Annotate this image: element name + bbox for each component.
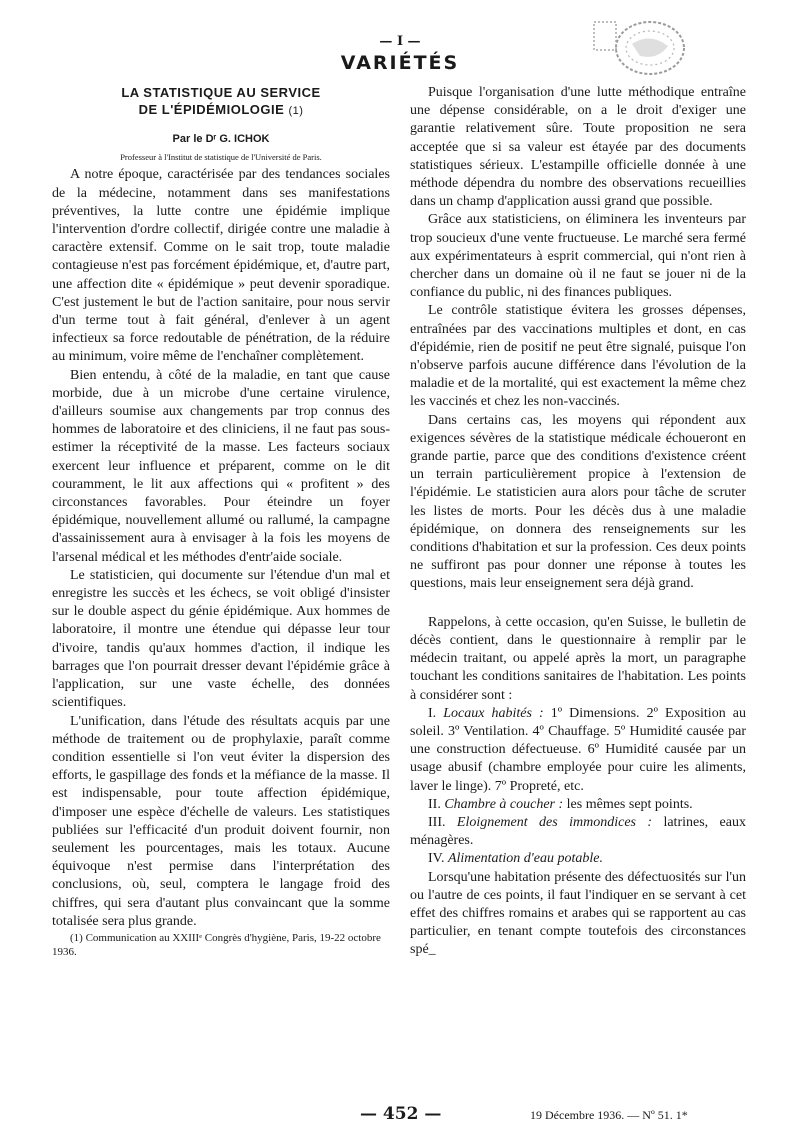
article-title-line1: LA STATISTIQUE AU SERVICE <box>121 85 321 100</box>
title-footnote-ref: (1) <box>288 105 304 117</box>
library-stamp <box>588 14 692 80</box>
paragraph: A notre époque, caractérisée par des tendances sociales de la médecine, notamment dans ses manifestations préventives, la lutte contre une épidémie implique l'intervention d'ordre collectif, dirigée contre une maladie à caractère extensif. Comme on le sait trop, toute maladie contagieuse n'est pas forcément épidémique, et, d'autre part, une affection dite « épidémique » peut devenir sporadique. C'est justement le but de l'action sanitaire, pour nous servir d'un terme tout à fait général, d'enlever à un agent infectieux sa force redoutable de pénétration, de la réduire au minimum, voire même de l'enchaîner complètement. <box>52 167 390 365</box>
section-title: VARIÉTÉS <box>340 52 460 74</box>
paragraph: Grâce aux statisticiens, on éliminera les inventeurs par trop soucieux d'une vente fructueuse. Le marché sera fermé aux expérimentateurs à esprit commercial, qui n'ont rien à chercher dans un domaine où il ne faut se jouer ni de la confiance du public, ni des finances publiques. <box>410 212 746 301</box>
article-title <box>52 84 390 120</box>
paragraph: Bien entendu, à côté de la maladie, en tant que cause morbide, due à un microbe d'une certaine virulence, d'ailleurs soumise aux changements par trop connus des hommes de laboratoire et des cliniciens, il ne faut pas sous-estimer la réceptivité de la masse. Les facteurs sociaux exercent leur influence et préparent, comme on le dit couramment, le lit aux affections qui « profitent » des circonstances favorables. Pour éteindre un foyer épidémique, nouvellement allumé ou rallumé, la campagne d'assainissement aura à envisager à la fois les moyens de l'arsenal médical et les méthodes d'entr'aide sociale. <box>52 367 390 565</box>
author-affiliation: Professeur à l'Institut de statistique de l'Université de Paris. <box>120 152 322 163</box>
paragraph: Rappelons, à cette occasion, qu'en Suisse, le bulletin de décès contient, dans le questionnaire à remplir par le médecin traitant, ou appelé après la mort, un paragraphe touchant les conditions sanitaires de l'habitation. Les points à considérer sont : <box>410 614 746 703</box>
paragraph: Le statisticien, qui documente sur l'étendue d'un mal et enregistre les succès et les échecs, se voit obligé d'insister sur le double aspect du génie épidémique. Aux hommes de laboratoire, il montre une étendue qui dépasse leur tour d'ivoire, tandis qu'aux hommes d'action, il indique les barrages que l'on pourrait dresser devant l'épidémie grâce à l'application, sur une vaste échelle, des données scientifiques. <box>52 567 390 711</box>
paragraph: Lorsqu'une habitation présente des défectuosités sur l'un ou l'autre de ces points, il faut l'indiquer en se servant à cet effet des chiffres romains et arabes qui se rapportent au cas particulier, en tenant compte toutefois des circonstances spé_ <box>410 869 746 958</box>
list-item-label: Alimentation d'eau potable. <box>447 851 603 867</box>
list-item: IV. Alimentation d'eau potable. <box>428 851 603 867</box>
list-item: I. Locaux habités : 1º Dimensions. 2º Exposition au soleil. 3º Ventilation. 4º Chauffage. 5º Humidité causée par une construction défectueuse. 6º Humidité causée par un usage abusif (chambre employée pour cuire les aliments, laver le linge). 7º Propreté, etc. <box>410 705 746 794</box>
list-item-label: Chambre à coucher : <box>444 796 564 812</box>
page-number: — 452 — <box>360 1104 442 1124</box>
list-item: III. Eloignement des immondices : latrines, eaux ménagères. <box>410 814 746 849</box>
right-column <box>410 84 746 960</box>
paragraph: Le contrôle statistique évitera les grosses dépenses, entraînées par des vaccinations multiples et dont, en cas d'épidémie, rien de positif ne peut être signalé, puisque l'on n'observe parfois aucune différence dans l'évolution de la maladie et de la mortalité, qui est exactement la même chez les vaccinés et chez les non-vaccinés. <box>410 303 746 410</box>
article-title-line2: DE L'ÉPIDÉMIOLOGIE <box>138 102 285 117</box>
author-byline: Par le Dʳ G. ICHOK <box>172 133 270 145</box>
left-column <box>52 84 390 959</box>
issue-date: 19 Décembre 1936. — Nº 51. 1* <box>530 1108 688 1122</box>
page-marker: — I — <box>379 34 421 49</box>
list-item-label: Locaux habités : <box>443 705 544 721</box>
paragraph: L'unification, dans l'étude des résultats acquis par une méthode de traitement ou de prophylaxie, paraît comme condition essentielle si l'on veut éviter la dispersion des efforts, le gaspillage des fonds et la méfiance de la masse. Il est indispensable, pour toute affection épidémique, d'imposer une espèce d'échelle de valeurs. Les statistiques publiées sur l'efficacité d'un produit doivent fournir, non seulement les pourcentages, mais les totaux. Aucune équivoque n'est permise dans l'interprétation des conclusions, où, seul, comptera le langage froid des chiffres, qui sera d'autant plus convaincant que la somme totalisée sera plus grande. <box>52 713 390 929</box>
list-item: II. Chambre à coucher : les mêmes sept points. <box>428 796 693 812</box>
list-item-label: Eloignement des immondices : <box>456 814 653 830</box>
paragraph: Puisque l'organisation d'une lutte méthodique entraîne une dépense considérable, on a le droit d'exiger une garantie relativement sûre. Toute proposition ne sera acceptée que si sa valeur est étayée par des documents statistiques sérieux. L'estampille officielle donnée à une méthode dépendra du nombre des observations recueillies dans un champ d'application aussi grand que possible. <box>410 85 746 210</box>
paragraph: Dans certains cas, les moyens qui répondent aux exigences sévères de la statistique médicale échoueront en grande partie, parce que des conditions d'existence créent un terrain particulièrement propice à l'extension de l'épidémie. Le statisticien aura alors pour tâche de scruter les listes de morts. Pour les décès dus à une maladie épidémique, on donnera des renseignements sur les conditions d'habitation et sur la profession. Ces deux points ne suffiront pas pour donner une réponse à toutes les questions, mais leur enseignement sera déjà grand. <box>410 412 746 592</box>
footnote: (1) Communication au XXIIIᵉ Congrès d'hygiène, Paris, 19-22 octobre 1936. <box>52 931 381 958</box>
